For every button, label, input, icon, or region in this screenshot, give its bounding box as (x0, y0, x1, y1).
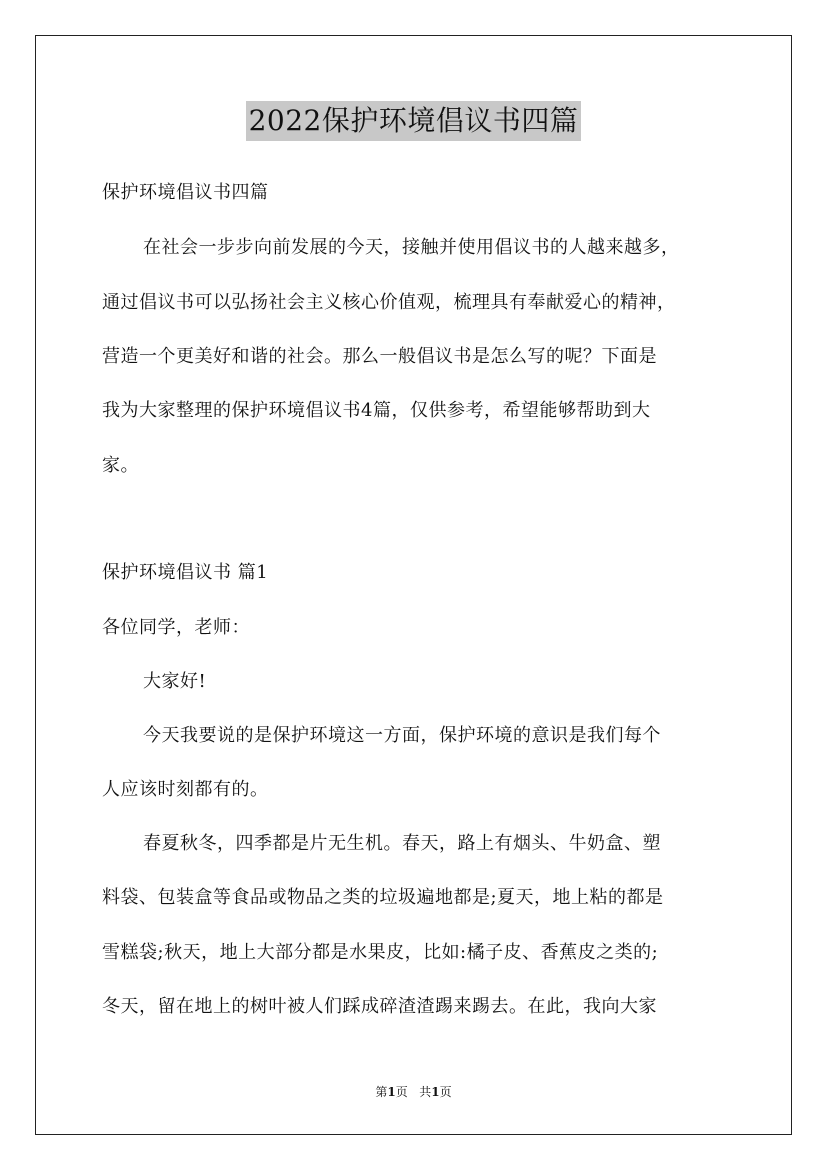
page-footer (0, 1084, 827, 1100)
intro-line: 通过倡议书可以弘扬社会主义核心价值观，梳理具有奉献爱心的精神， (102, 292, 676, 313)
greeting: 大家好! (143, 671, 207, 692)
total-pages: 1 (431, 1085, 440, 1099)
total-suffix: 页 (439, 1085, 452, 1099)
total-prefix: 共 (419, 1085, 432, 1099)
paragraph-line: 料袋、包装盒等食品或物品之类的垃圾遍地都是;夏天，地上粘的都是 (102, 887, 664, 908)
paragraph-line: 春夏秋冬，四季都是片无生机。春天，路上有烟头、牛奶盒、塑 (143, 833, 661, 854)
page-number: 1 (387, 1085, 396, 1099)
intro-line: 家。 (102, 455, 139, 476)
paragraph-line: 冬天，留在地上的树叶被人们踩成碎渣渣踢来踢去。在此，我向大家 (102, 996, 657, 1017)
section-heading: 保护环境倡议书 篇1 (102, 562, 269, 583)
salutation: 各位同学，老师： (102, 617, 250, 638)
paragraph-line: 雪糕袋;秋天，地上大部分都是水果皮，比如:橘子皮、香蕉皮之类的; (102, 942, 659, 963)
subtitle: 保护环境倡议书四篇 (102, 182, 269, 203)
intro-line: 营造一个更美好和谐的社会。那么一般倡议书是怎么写的呢？下面是 (102, 346, 657, 367)
paragraph-line: 人应该时刻都有的。 (102, 779, 269, 800)
title-container (0, 101, 827, 141)
document-title: 2022保护环境倡议书四篇 (246, 101, 582, 141)
page-suffix: 页 (395, 1085, 408, 1099)
paragraph-line: 今天我要说的是保护环境这一方面，保护环境的意识是我们每个 (143, 725, 661, 746)
intro-line: 我为大家整理的保护环境倡议书4篇，仅供参考，希望能够帮助到大 (102, 400, 651, 421)
page-prefix: 第 (375, 1085, 388, 1099)
intro-line: 在社会一步步向前发展的今天，接触并使用倡议书的人越来越多， (143, 237, 680, 258)
